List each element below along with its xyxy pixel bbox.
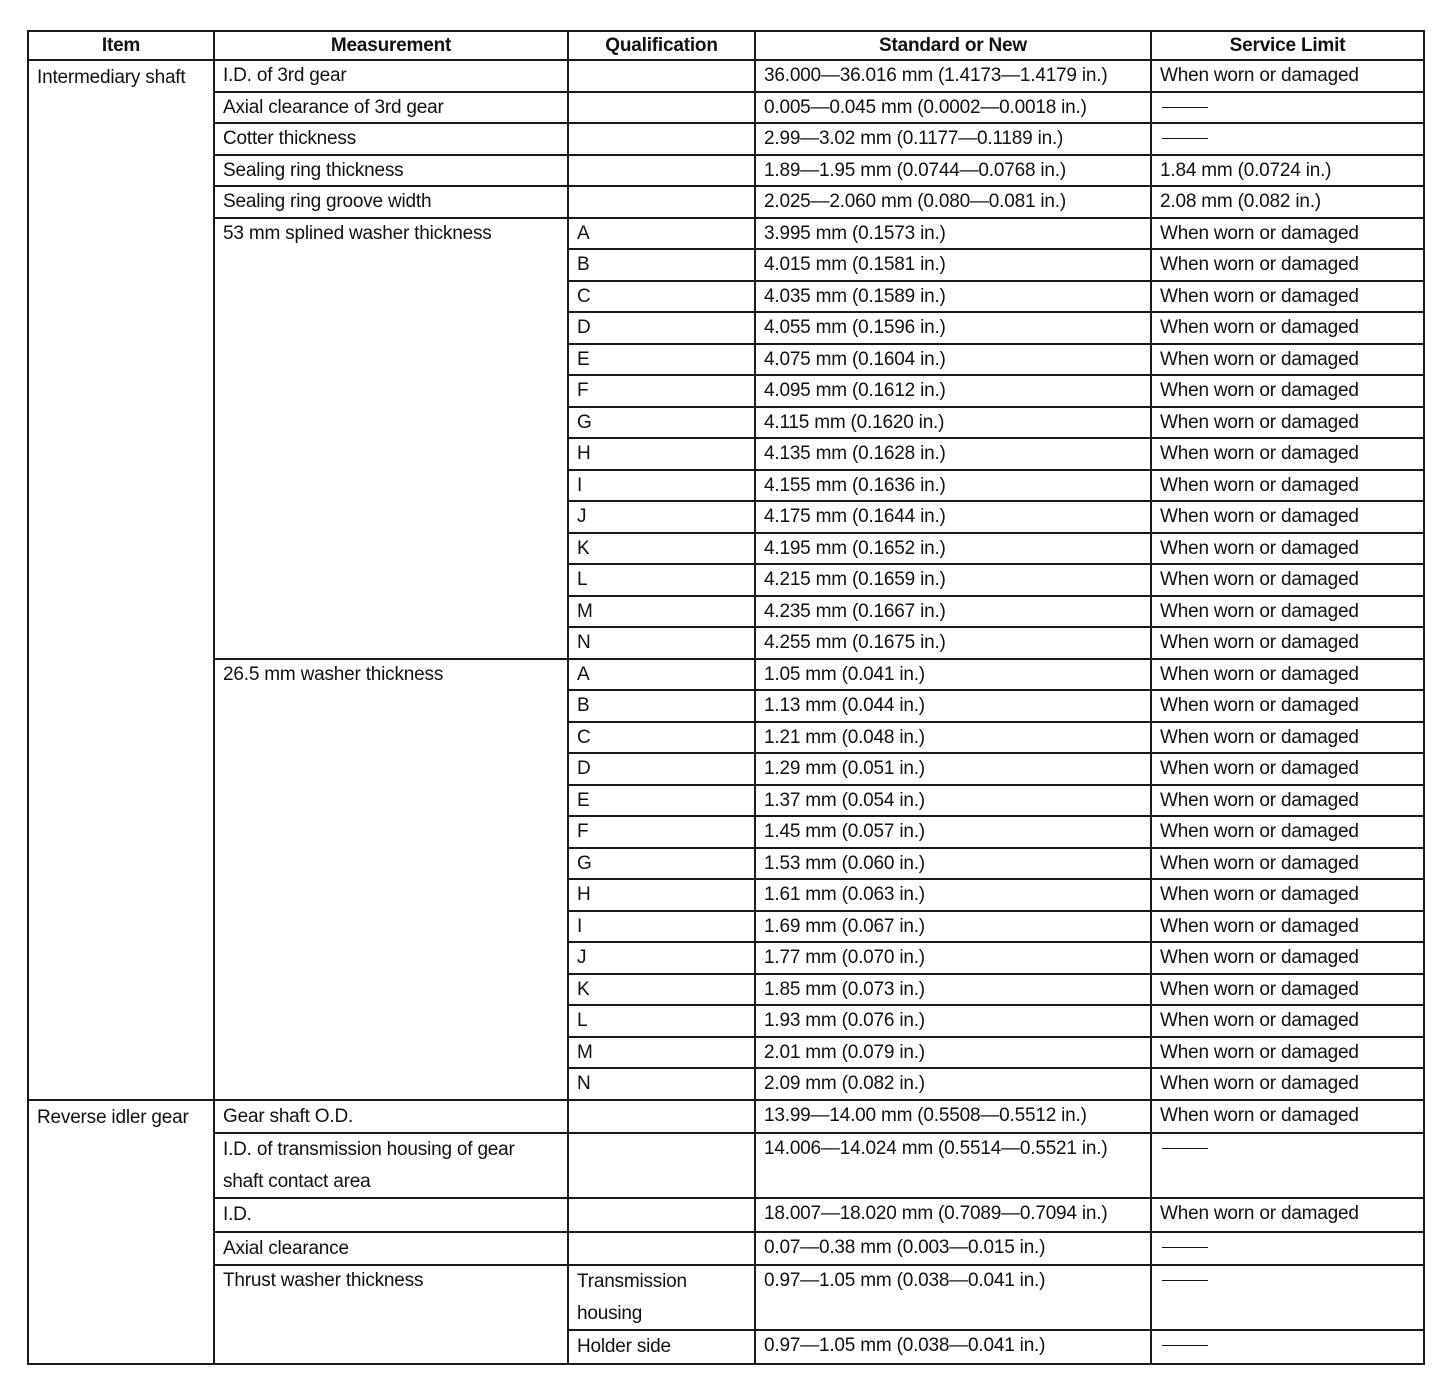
qualification-cell — [568, 60, 755, 92]
measurement-cell: Thrust washer thickness — [214, 1265, 568, 1364]
standard-cell: 0.07—0.38 mm (0.003—0.015 in.) — [755, 1232, 1151, 1266]
standard-cell: 1.89—1.95 mm (0.0744—0.0768 in.) — [755, 155, 1151, 187]
qualification-cell: A — [568, 659, 755, 691]
standard-cell: 4.215 mm (0.1659 in.) — [755, 564, 1151, 596]
service-limit-cell: When worn or damaged — [1151, 501, 1424, 533]
qualification-cell — [568, 1198, 755, 1232]
service-limit-cell — [1151, 1232, 1424, 1266]
measurement-cell: Gear shaft O.D. — [214, 1100, 568, 1134]
measurement-cell: Axial clearance of 3rd gear — [214, 92, 568, 124]
standard-cell: 1.13 mm (0.044 in.) — [755, 690, 1151, 722]
standard-cell: 4.235 mm (0.1667 in.) — [755, 596, 1151, 628]
qualification-cell — [568, 1100, 755, 1134]
header-qualification: Qualification — [568, 31, 755, 60]
standard-cell: 4.135 mm (0.1628 in.) — [755, 438, 1151, 470]
qualification-cell: Transmission housing — [568, 1265, 755, 1330]
standard-cell: 4.155 mm (0.1636 in.) — [755, 470, 1151, 502]
qualification-cell: G — [568, 407, 755, 439]
standard-cell: 3.995 mm (0.1573 in.) — [755, 218, 1151, 250]
qualification-cell: M — [568, 596, 755, 628]
standard-cell: 13.99—14.00 mm (0.5508—0.5512 in.) — [755, 1100, 1151, 1134]
qualification-cell — [568, 123, 755, 155]
item-cell: Reverse idler gear — [28, 1100, 214, 1364]
table-row — [28, 186, 1424, 218]
table-row — [28, 1100, 1424, 1134]
standard-cell: 4.055 mm (0.1596 in.) — [755, 312, 1151, 344]
not-applicable-dash — [1162, 1280, 1208, 1281]
service-limit-cell: When worn or damaged — [1151, 312, 1424, 344]
qualification-cell: A — [568, 218, 755, 250]
not-applicable-dash — [1162, 138, 1208, 139]
measurement-cell: Sealing ring thickness — [214, 155, 568, 187]
service-limit-cell: When worn or damaged — [1151, 470, 1424, 502]
qualification-cell: H — [568, 438, 755, 470]
service-limit-cell: When worn or damaged — [1151, 281, 1424, 313]
standard-cell: 4.175 mm (0.1644 in.) — [755, 501, 1151, 533]
service-limit-cell: 1.84 mm (0.0724 in.) — [1151, 155, 1424, 187]
qualification-cell: L — [568, 1005, 755, 1037]
service-limit-cell: When worn or damaged — [1151, 344, 1424, 376]
standard-cell: 1.85 mm (0.073 in.) — [755, 974, 1151, 1006]
service-limit-cell: When worn or damaged — [1151, 407, 1424, 439]
qualification-cell: J — [568, 942, 755, 974]
service-limit-cell: When worn or damaged — [1151, 218, 1424, 250]
table-row — [28, 659, 1424, 691]
service-limit-cell: When worn or damaged — [1151, 596, 1424, 628]
standard-cell: 2.01 mm (0.079 in.) — [755, 1037, 1151, 1069]
standard-cell: 36.000—36.016 mm (1.4173—1.4179 in.) — [755, 60, 1151, 92]
standard-cell: 1.29 mm (0.051 in.) — [755, 753, 1151, 785]
standard-cell: 4.255 mm (0.1675 in.) — [755, 627, 1151, 659]
qualification-cell: F — [568, 375, 755, 407]
qualification-cell: K — [568, 533, 755, 565]
qualification-cell: N — [568, 1068, 755, 1100]
standard-cell: 0.97—1.05 mm (0.038—0.041 in.) — [755, 1265, 1151, 1330]
standard-cell: 4.115 mm (0.1620 in.) — [755, 407, 1151, 439]
standard-cell: 1.05 mm (0.041 in.) — [755, 659, 1151, 691]
standard-cell: 1.77 mm (0.070 in.) — [755, 942, 1151, 974]
standard-cell: 1.69 mm (0.067 in.) — [755, 911, 1151, 943]
qualification-cell: E — [568, 344, 755, 376]
service-limit-cell: When worn or damaged — [1151, 1037, 1424, 1069]
service-limit-cell — [1151, 1330, 1424, 1364]
qualification-cell: L — [568, 564, 755, 596]
service-limit-cell: When worn or damaged — [1151, 375, 1424, 407]
qualification-cell — [568, 1133, 755, 1198]
header-measurement: Measurement — [214, 31, 568, 60]
qualification-cell: M — [568, 1037, 755, 1069]
service-limit-cell: When worn or damaged — [1151, 1068, 1424, 1100]
measurement-cell: 53 mm splined washer thickness — [214, 218, 568, 659]
standard-cell: 0.005—0.045 mm (0.0002—0.0018 in.) — [755, 92, 1151, 124]
table-row — [28, 60, 1424, 92]
qualification-cell: N — [568, 627, 755, 659]
qualification-cell: C — [568, 281, 755, 313]
qualification-cell: J — [568, 501, 755, 533]
table-row — [28, 123, 1424, 155]
service-limit-cell: When worn or damaged — [1151, 60, 1424, 92]
table-row — [28, 92, 1424, 124]
measurement-cell: Sealing ring groove width — [214, 186, 568, 218]
service-limit-cell: When worn or damaged — [1151, 249, 1424, 281]
table-row — [28, 218, 1424, 250]
service-limit-cell: When worn or damaged — [1151, 627, 1424, 659]
qualification-cell: B — [568, 690, 755, 722]
standard-cell: 2.025—2.060 mm (0.080—0.081 in.) — [755, 186, 1151, 218]
service-limit-cell: When worn or damaged — [1151, 1005, 1424, 1037]
service-limit-cell: When worn or damaged — [1151, 690, 1424, 722]
service-limit-cell: When worn or damaged — [1151, 879, 1424, 911]
service-limit-cell: When worn or damaged — [1151, 659, 1424, 691]
standard-cell: 4.095 mm (0.1612 in.) — [755, 375, 1151, 407]
standard-cell: 4.035 mm (0.1589 in.) — [755, 281, 1151, 313]
qualification-cell — [568, 1232, 755, 1266]
measurement-cell: I.D. — [214, 1198, 568, 1232]
qualification-cell: D — [568, 312, 755, 344]
service-limit-cell: When worn or damaged — [1151, 974, 1424, 1006]
qualification-cell — [568, 92, 755, 124]
header-service-limit: Service Limit — [1151, 31, 1424, 60]
service-limit-cell: When worn or damaged — [1151, 848, 1424, 880]
header-item: Item — [28, 31, 214, 60]
not-applicable-dash — [1162, 1148, 1208, 1149]
service-limit-cell: When worn or damaged — [1151, 816, 1424, 848]
service-limit-cell: When worn or damaged — [1151, 1100, 1424, 1134]
not-applicable-dash — [1162, 107, 1208, 108]
standard-cell: 18.007—18.020 mm (0.7089—0.7094 in.) — [755, 1198, 1151, 1232]
service-limit-cell: When worn or damaged — [1151, 753, 1424, 785]
standard-cell: 4.195 mm (0.1652 in.) — [755, 533, 1151, 565]
standard-cell: 1.21 mm (0.048 in.) — [755, 722, 1151, 754]
table-row — [28, 1133, 1424, 1198]
qualification-cell: C — [568, 722, 755, 754]
qualification-cell: I — [568, 470, 755, 502]
service-limit-cell — [1151, 1133, 1424, 1198]
standard-cell: 1.53 mm (0.060 in.) — [755, 848, 1151, 880]
standard-cell: 4.015 mm (0.1581 in.) — [755, 249, 1151, 281]
qualification-cell: F — [568, 816, 755, 848]
standard-cell: 2.09 mm (0.082 in.) — [755, 1068, 1151, 1100]
measurement-cell: Cotter thickness — [214, 123, 568, 155]
standard-cell: 0.97—1.05 mm (0.038—0.041 in.) — [755, 1330, 1151, 1364]
table-row — [28, 1198, 1424, 1232]
qualification-cell: H — [568, 879, 755, 911]
not-applicable-dash — [1162, 1345, 1208, 1346]
qualification-cell: D — [568, 753, 755, 785]
service-limit-cell: When worn or damaged — [1151, 564, 1424, 596]
service-limit-cell: 2.08 mm (0.082 in.) — [1151, 186, 1424, 218]
service-limit-cell: When worn or damaged — [1151, 785, 1424, 817]
service-limit-cell: When worn or damaged — [1151, 911, 1424, 943]
spec-table — [27, 30, 1425, 1365]
service-limit-cell: When worn or damaged — [1151, 942, 1424, 974]
table-row — [28, 155, 1424, 187]
service-limit-cell: When worn or damaged — [1151, 1198, 1424, 1232]
measurement-cell: I.D. of 3rd gear — [214, 60, 568, 92]
standard-cell: 1.37 mm (0.054 in.) — [755, 785, 1151, 817]
table-row — [28, 1265, 1424, 1330]
table-body — [28, 60, 1424, 1364]
qualification-cell: I — [568, 911, 755, 943]
measurement-cell: 26.5 mm washer thickness — [214, 659, 568, 1100]
standard-cell: 14.006—14.024 mm (0.5514—0.5521 in.) — [755, 1133, 1151, 1198]
service-limit-cell — [1151, 1265, 1424, 1330]
service-limit-cell — [1151, 92, 1424, 124]
service-limit-cell: When worn or damaged — [1151, 438, 1424, 470]
not-applicable-dash — [1162, 1247, 1208, 1248]
service-limit-cell — [1151, 123, 1424, 155]
qualification-cell: Holder side — [568, 1330, 755, 1364]
standard-cell: 1.93 mm (0.076 in.) — [755, 1005, 1151, 1037]
standard-cell: 1.61 mm (0.063 in.) — [755, 879, 1151, 911]
header-standard: Standard or New — [755, 31, 1151, 60]
service-limit-cell: When worn or damaged — [1151, 533, 1424, 565]
standard-cell: 4.075 mm (0.1604 in.) — [755, 344, 1151, 376]
measurement-cell: I.D. of transmission housing of gear shaft contact area — [214, 1133, 568, 1198]
qualification-cell — [568, 186, 755, 218]
header-row — [28, 31, 1424, 60]
item-cell: Intermediary shaft — [28, 60, 214, 1100]
standard-cell: 2.99—3.02 mm (0.1177—0.1189 in.) — [755, 123, 1151, 155]
qualification-cell: K — [568, 974, 755, 1006]
service-limit-cell: When worn or damaged — [1151, 722, 1424, 754]
table-row — [28, 1232, 1424, 1266]
qualification-cell: E — [568, 785, 755, 817]
measurement-cell: Axial clearance — [214, 1232, 568, 1266]
standard-cell: 1.45 mm (0.057 in.) — [755, 816, 1151, 848]
qualification-cell — [568, 155, 755, 187]
qualification-cell: B — [568, 249, 755, 281]
qualification-cell: G — [568, 848, 755, 880]
